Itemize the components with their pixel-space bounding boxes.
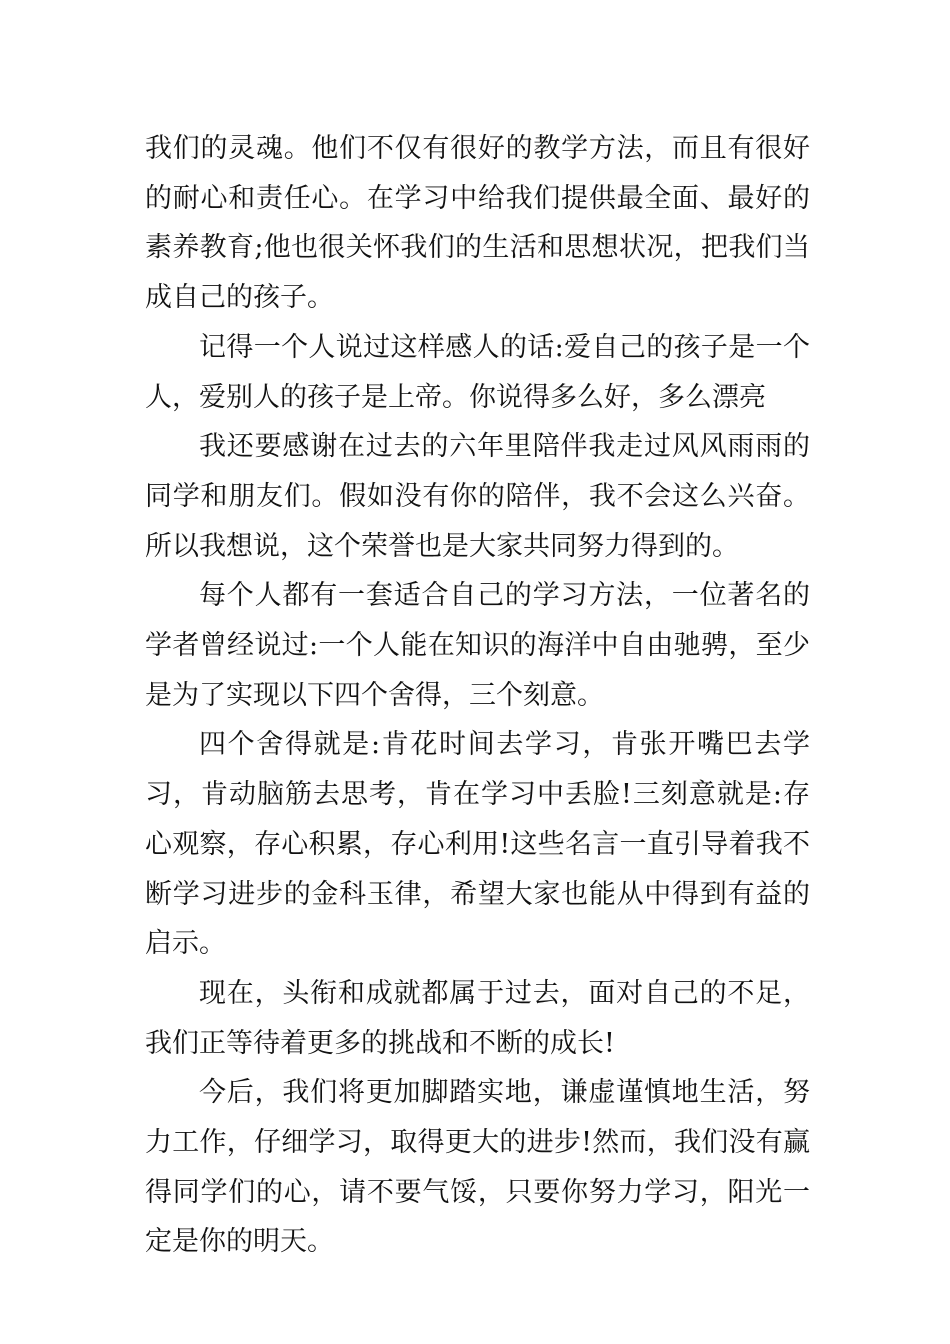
document-body — [145, 124, 810, 1267]
paragraph-6: 现在，头衔和成就都属于过去，面对自己的不足，我们正等待着更多的挑战和不断的成长! — [145, 977, 810, 1059]
paragraph-7: 今后，我们将更加脚踏实地，谦虚谨慎地生活，努力工作，仔细学习，取得更大的进步!然而，我们没有赢得同学们的心，请不要气馁，只要你努力学习，阳光一定是你的明天。 — [145, 1077, 810, 1258]
paragraph-5: 四个舍得就是:肯花时间去学习，肯张开嘴巴去学习，肯动脑筋去思考，肯在学习中丢脸!三刻意就是:存心观察，存心积累，存心利用!这些名言一直引导着我不断学习进步的金科玉律，希望大家也能从中得到有益的启示。 — [145, 729, 810, 960]
paragraph-1: 我们的灵魂。他们不仅有很好的教学方法，而且有很好的耐心和责任心。在学习中给我们提供最全面、最好的素养教育;他也很关怀我们的生活和思想状况，把我们当成自己的孩子。 — [145, 133, 810, 314]
paragraph-4: 每个人都有一套适合自己的学习方法，一位著名的学者曾经说过:一个人能在知识的海洋中自由驰骋，至少是为了实现以下四个舍得，三个刻意。 — [145, 580, 810, 711]
paragraph-2: 记得一个人说过这样感人的话:爱自己的孩子是一个人，爱别人的孩子是上帝。你说得多么好，多么漂亮 — [145, 331, 810, 413]
paragraph-3: 我还要感谢在过去的六年里陪伴我走过风风雨雨的同学和朋友们。假如没有你的陪伴，我不会这么兴奋。所以我想说，这个荣誉也是大家共同努力得到的。 — [145, 431, 810, 562]
